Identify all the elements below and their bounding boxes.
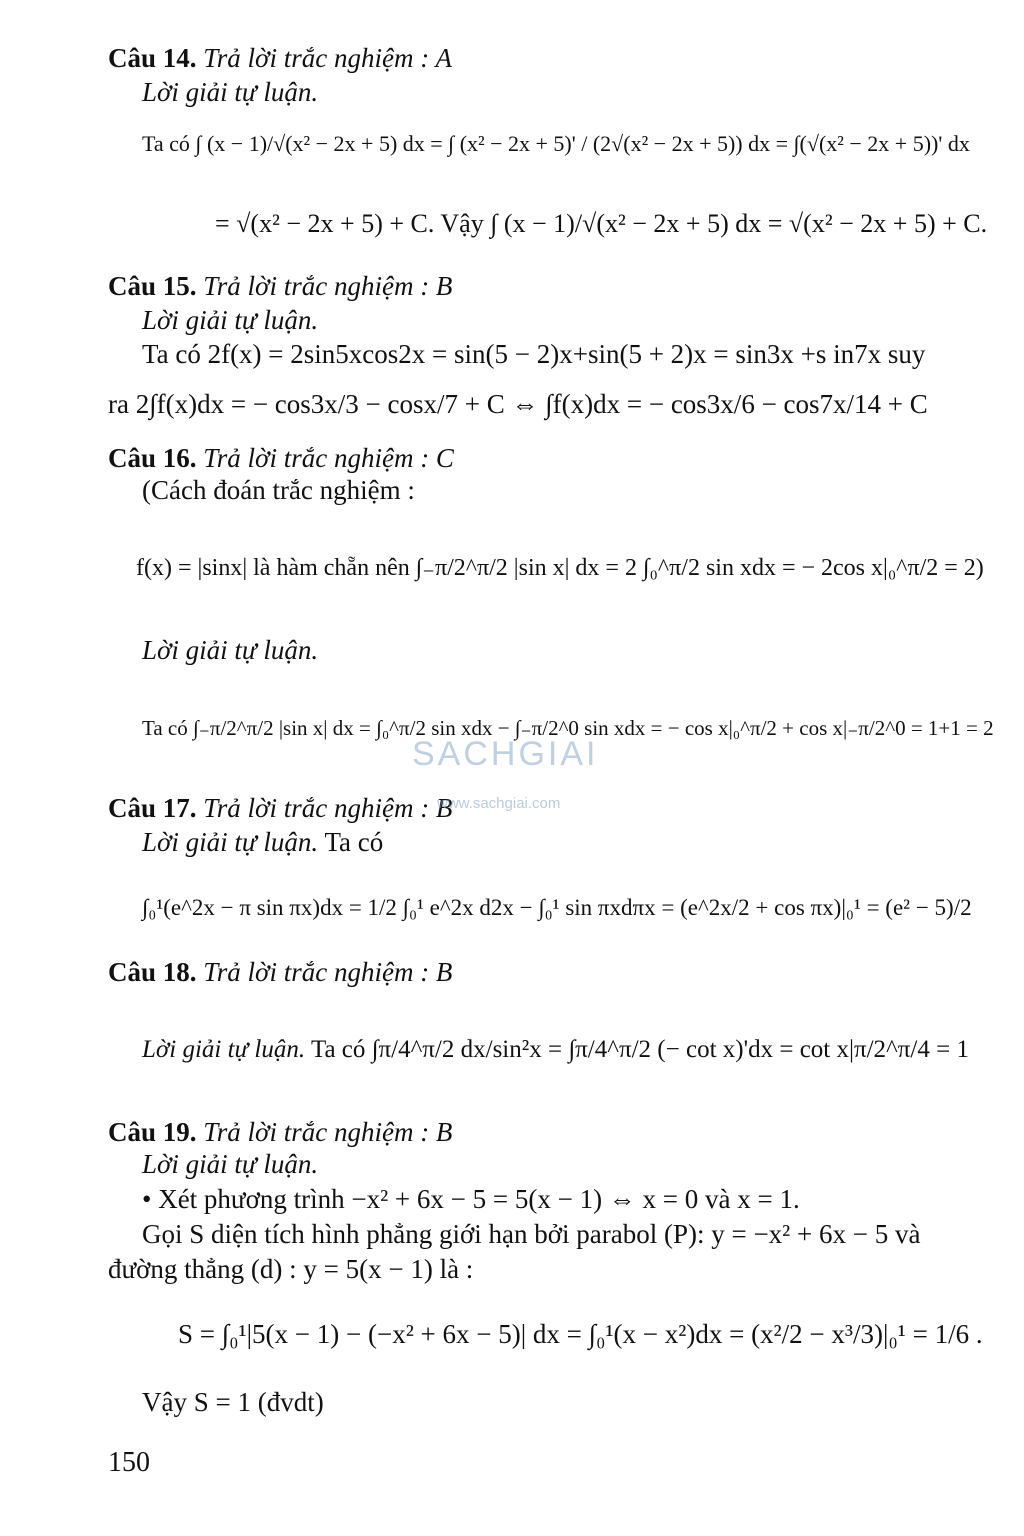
q19-area-equation: S = ∫₀¹|5(x − 1) − (−x² + 6x − 5)| dx = ∫₀¹(x − x²)dx = (x²/2 − x³/3)|₀¹ = 1/6 . — [178, 1319, 983, 1349]
q17-header — [108, 792, 452, 824]
q16-answer: Trả lời trắc nghiệm : C — [203, 443, 454, 473]
q16-equation: Ta có ∫₋π/2^π/2 |sin x| dx = ∫₀^π/2 sin xdx − ∫₋π/2^0 sin xdx = − cos x|₀^π/2 + cos x|₋π/2^0 = 1+1 = 2 — [142, 716, 994, 740]
q15-equation-1: Ta có 2f(x) = 2sin5xcos2x = sin(5 − 2)x+sin(5 + 2)x = sin3x +s in7x suy — [142, 339, 926, 369]
q17-solution-line — [142, 826, 383, 858]
q18-solution-line — [142, 1034, 969, 1066]
q18-equation: Ta có ∫π/4^π/2 dx/sin²x = ∫π/4^π/2 (− cot x)'dx = cot x|π/2^π/4 = 1 — [310, 1036, 969, 1063]
q14-equation-1: Ta có ∫ (x − 1)/√(x² − 2x + 5) dx = ∫ (x² − 2x + 5)' / (2√(x² − 2x + 5)) dx = ∫(√(x² − 2x + 5))' dx — [142, 131, 970, 156]
q18-answer: Trả lời trắc nghiệm : B — [203, 957, 453, 987]
q19-answer: Trả lời trắc nghiệm : B — [203, 1117, 453, 1147]
q14-equation-2: = √(x² − 2x + 5) + C. Vậy ∫ (x − 1)/√(x² − 2x + 5) dx = √(x² − 2x + 5) + C. — [215, 209, 988, 238]
q19-solution-label: Lời giải tự luận. — [142, 1149, 319, 1179]
q18-solution-label: Lời giải tự luận. — [142, 1036, 306, 1063]
q19-conclusion: Vậy S = 1 (đvdt) — [142, 1387, 324, 1417]
q15-equation-2: ra 2∫f(x)dx = − cos3x/3 − cosx/7 + C ⇔ ∫f(x)dx = − cos3x/6 − cos7x/14 + C — [108, 389, 928, 419]
q19-text-1: Gọi S diện tích hình phẳng giới hạn bởi parabol (P): y = −x² + 6x − 5 và — [142, 1219, 921, 1249]
page-number: 150 — [108, 1447, 150, 1478]
q16-label: Câu 16. — [108, 443, 197, 473]
q17-label: Câu 17. — [108, 793, 197, 823]
q14-solution-label: Lời giải tự luận. — [142, 77, 319, 107]
q14-label: Câu 14. — [108, 43, 197, 73]
watermark-logo: SACHGIAI — [412, 735, 599, 773]
q14-header — [108, 42, 452, 74]
q17-solution-intro: Ta có — [324, 827, 384, 857]
q19-equation-1: • Xét phương trình −x² + 6x − 5 = 5(x − 1) ⇔ x = 0 và x = 1. — [142, 1184, 800, 1214]
q14-answer: Trả lời trắc nghiệm : A — [203, 43, 452, 73]
q18-header — [108, 956, 452, 988]
q16-guess-equation: f(x) = |sinx| là hàm chẵn nên ∫₋π/2^π/2 |sin x| dx = 2 ∫₀^π/2 sin xdx = − 2cos x|₀^π/2 = 2) — [136, 555, 984, 581]
q17-solution-label: Lời giải tự luận. — [142, 827, 319, 857]
q19-header — [108, 1116, 452, 1148]
q18-label: Câu 18. — [108, 957, 197, 987]
q15-solution-label: Lời giải tự luận. — [142, 305, 319, 335]
q16-header — [108, 442, 454, 474]
q15-answer: Trả lời trắc nghiệm : B — [203, 271, 453, 301]
q15-label: Câu 15. — [108, 271, 197, 301]
q16-solution-label: Lời giải tự luận. — [142, 635, 319, 665]
q16-guess-intro: (Cách đoán trắc nghiệm : — [142, 475, 415, 505]
watermark-url: www.sachgiai.com — [437, 795, 561, 812]
q19-text-2: đường thẳng (d) : y = 5(x − 1) là : — [108, 1254, 474, 1284]
q19-label: Câu 19. — [108, 1117, 197, 1147]
q15-header — [108, 270, 452, 302]
q17-answer: Trả lời trắc nghiệm : B — [203, 793, 453, 823]
q17-equation: ∫₀¹(e^2x − π sin πx)dx = 1/2 ∫₀¹ e^2x d2x − ∫₀¹ sin πxdπx = (e^2x/2 + cos πx)|₀¹ = (e² − 5)/2 — [142, 895, 972, 920]
